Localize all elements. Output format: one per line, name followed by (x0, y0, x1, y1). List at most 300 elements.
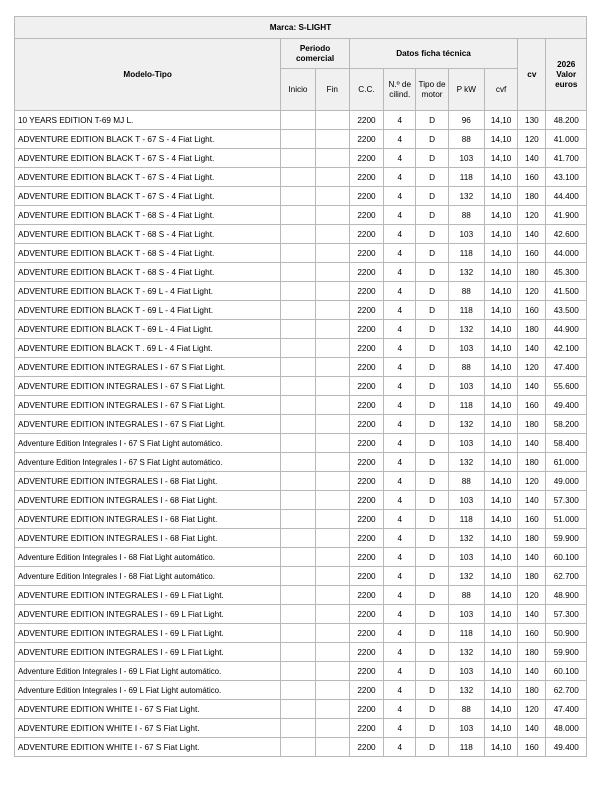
cell-cilind: 4 (384, 206, 416, 225)
cell-inicio (281, 339, 315, 358)
cell-cc: 2200 (349, 320, 383, 339)
cell-valor: 44.400 (546, 187, 587, 206)
cell-modelo: ADVENTURE EDITION BLACK T . 69 L - 4 Fiat Light. (15, 339, 281, 358)
cell-cv: 180 (518, 681, 546, 700)
cell-cilind: 4 (384, 624, 416, 643)
cell-tipo-motor: D (416, 244, 448, 263)
cell-pkw: 103 (448, 662, 484, 681)
cell-pkw: 132 (448, 320, 484, 339)
cell-inicio (281, 586, 315, 605)
cell-cv: 140 (518, 434, 546, 453)
table-row (15, 339, 587, 358)
cell-cvf: 14,10 (484, 339, 517, 358)
cell-cilind: 4 (384, 738, 416, 757)
cell-valor: 48.200 (546, 111, 587, 130)
cell-cilind: 4 (384, 282, 416, 301)
cell-cc: 2200 (349, 624, 383, 643)
table-row (15, 168, 587, 187)
cell-modelo: Adventure Edition Integrales I - 67 S Fiat Light automático. (15, 453, 281, 472)
cell-fin (315, 472, 349, 491)
cell-cv: 180 (518, 643, 546, 662)
cell-cilind: 4 (384, 339, 416, 358)
cell-modelo: ADVENTURE EDITION BLACK T - 68 S - 4 Fiat Light. (15, 206, 281, 225)
cell-fin (315, 548, 349, 567)
table-row (15, 662, 587, 681)
cell-inicio (281, 491, 315, 510)
cell-tipo-motor: D (416, 225, 448, 244)
cell-fin (315, 339, 349, 358)
cell-pkw: 103 (448, 225, 484, 244)
cell-cc: 2200 (349, 282, 383, 301)
cell-pkw: 88 (448, 358, 484, 377)
header-modelo: Modelo-Tipo (15, 39, 281, 111)
cell-valor: 62.700 (546, 681, 587, 700)
cell-inicio (281, 434, 315, 453)
cell-modelo: ADVENTURE EDITION WHITE I - 67 S Fiat Light. (15, 719, 281, 738)
cell-inicio (281, 700, 315, 719)
cell-valor: 41.000 (546, 130, 587, 149)
cell-cc: 2200 (349, 377, 383, 396)
table-row (15, 187, 587, 206)
cell-pkw: 88 (448, 206, 484, 225)
table-row (15, 206, 587, 225)
header-periodo: Periodo comercial (281, 39, 350, 69)
cell-fin (315, 263, 349, 282)
cell-cv: 120 (518, 700, 546, 719)
cell-cvf: 14,10 (484, 263, 517, 282)
cell-modelo: ADVENTURE EDITION BLACK T - 67 S - 4 Fiat Light. (15, 168, 281, 187)
header-cvf: cvf (484, 69, 517, 111)
cell-tipo-motor: D (416, 263, 448, 282)
cell-valor: 57.300 (546, 605, 587, 624)
cell-fin (315, 529, 349, 548)
cell-valor: 60.100 (546, 548, 587, 567)
header-fin: Fin (315, 69, 349, 111)
cell-modelo: ADVENTURE EDITION INTEGRALES I - 67 S Fiat Light. (15, 396, 281, 415)
cell-tipo-motor: D (416, 358, 448, 377)
cell-cvf: 14,10 (484, 377, 517, 396)
cell-cilind: 4 (384, 358, 416, 377)
cell-inicio (281, 548, 315, 567)
cell-fin (315, 662, 349, 681)
cell-valor: 47.400 (546, 358, 587, 377)
cell-inicio (281, 472, 315, 491)
table-row (15, 396, 587, 415)
cell-fin (315, 358, 349, 377)
cell-valor: 55.600 (546, 377, 587, 396)
cell-inicio (281, 130, 315, 149)
cell-cv: 180 (518, 415, 546, 434)
cell-modelo: ADVENTURE EDITION INTEGRALES I - 68 Fiat Light. (15, 491, 281, 510)
cell-fin (315, 149, 349, 168)
cell-valor: 60.100 (546, 662, 587, 681)
cell-pkw: 118 (448, 624, 484, 643)
cell-inicio (281, 681, 315, 700)
cell-cv: 180 (518, 263, 546, 282)
cell-pkw: 103 (448, 434, 484, 453)
cell-valor: 48.000 (546, 719, 587, 738)
cell-inicio (281, 529, 315, 548)
cell-cc: 2200 (349, 548, 383, 567)
cell-cvf: 14,10 (484, 643, 517, 662)
cell-inicio (281, 624, 315, 643)
cell-cv: 180 (518, 567, 546, 586)
cell-cc: 2200 (349, 510, 383, 529)
cell-cilind: 4 (384, 415, 416, 434)
cell-inicio (281, 510, 315, 529)
cell-tipo-motor: D (416, 472, 448, 491)
cell-modelo: ADVENTURE EDITION INTEGRALES I - 69 L Fiat Light. (15, 643, 281, 662)
cell-tipo-motor: D (416, 510, 448, 529)
cell-inicio (281, 320, 315, 339)
cell-valor: 45.300 (546, 263, 587, 282)
cell-inicio (281, 415, 315, 434)
cell-tipo-motor: D (416, 206, 448, 225)
cell-cc: 2200 (349, 149, 383, 168)
cell-cc: 2200 (349, 681, 383, 700)
cell-cilind: 4 (384, 130, 416, 149)
cell-cvf: 14,10 (484, 396, 517, 415)
cell-tipo-motor: D (416, 567, 448, 586)
cell-inicio (281, 263, 315, 282)
cell-inicio (281, 244, 315, 263)
cell-inicio (281, 187, 315, 206)
cell-cilind: 4 (384, 149, 416, 168)
cell-cc: 2200 (349, 586, 383, 605)
cell-tipo-motor: D (416, 719, 448, 738)
cell-modelo: ADVENTURE EDITION INTEGRALES I - 68 Fiat Light. (15, 529, 281, 548)
cell-cv: 160 (518, 396, 546, 415)
cell-cv: 160 (518, 510, 546, 529)
cell-tipo-motor: D (416, 700, 448, 719)
cell-fin (315, 624, 349, 643)
cell-pkw: 132 (448, 681, 484, 700)
table-row (15, 263, 587, 282)
cell-cc: 2200 (349, 111, 383, 130)
cell-pkw: 132 (448, 415, 484, 434)
table-row (15, 453, 587, 472)
cell-modelo: ADVENTURE EDITION BLACK T - 68 S - 4 Fiat Light. (15, 225, 281, 244)
table-row (15, 719, 587, 738)
cell-fin (315, 206, 349, 225)
cell-cvf: 14,10 (484, 491, 517, 510)
cell-cilind: 4 (384, 643, 416, 662)
cell-modelo: ADVENTURE EDITION INTEGRALES I - 67 S Fiat Light. (15, 415, 281, 434)
cell-pkw: 118 (448, 510, 484, 529)
cell-fin (315, 130, 349, 149)
table-row (15, 358, 587, 377)
cell-cv: 140 (518, 149, 546, 168)
cell-cilind: 4 (384, 719, 416, 738)
cell-pkw: 103 (448, 719, 484, 738)
cell-cv: 130 (518, 111, 546, 130)
header-cv: cv (518, 39, 546, 111)
cell-cc: 2200 (349, 415, 383, 434)
cell-cv: 140 (518, 605, 546, 624)
cell-pkw: 132 (448, 567, 484, 586)
cell-cilind: 4 (384, 396, 416, 415)
cell-tipo-motor: D (416, 396, 448, 415)
header-cilind: N.º de cilind. (384, 69, 416, 111)
cell-cilind: 4 (384, 263, 416, 282)
cell-cvf: 14,10 (484, 529, 517, 548)
cell-valor: 61.000 (546, 453, 587, 472)
cell-valor: 41.700 (546, 149, 587, 168)
cell-cv: 140 (518, 719, 546, 738)
cell-inicio (281, 719, 315, 738)
cell-fin (315, 225, 349, 244)
cell-cvf: 14,10 (484, 662, 517, 681)
table-row (15, 377, 587, 396)
cell-tipo-motor: D (416, 548, 448, 567)
cell-inicio (281, 453, 315, 472)
cell-inicio (281, 738, 315, 757)
cell-fin (315, 567, 349, 586)
cell-inicio (281, 396, 315, 415)
cell-fin (315, 434, 349, 453)
cell-modelo: Adventure Edition Integrales I - 68 Fiat Light automático. (15, 567, 281, 586)
cell-pkw: 132 (448, 643, 484, 662)
cell-fin (315, 301, 349, 320)
cell-cc: 2200 (349, 263, 383, 282)
cell-cv: 160 (518, 624, 546, 643)
cell-valor: 41.900 (546, 206, 587, 225)
cell-cc: 2200 (349, 491, 383, 510)
cell-cvf: 14,10 (484, 111, 517, 130)
cell-pkw: 88 (448, 586, 484, 605)
table-row (15, 586, 587, 605)
cell-valor: 57.300 (546, 491, 587, 510)
cell-cvf: 14,10 (484, 605, 517, 624)
cell-inicio (281, 282, 315, 301)
cell-cvf: 14,10 (484, 681, 517, 700)
cell-cv: 120 (518, 472, 546, 491)
cell-cvf: 14,10 (484, 282, 517, 301)
price-table (14, 16, 587, 757)
cell-fin (315, 738, 349, 757)
cell-cilind: 4 (384, 586, 416, 605)
cell-cvf: 14,10 (484, 320, 517, 339)
cell-cv: 120 (518, 206, 546, 225)
cell-cc: 2200 (349, 472, 383, 491)
cell-pkw: 118 (448, 738, 484, 757)
cell-inicio (281, 225, 315, 244)
cell-valor: 51.000 (546, 510, 587, 529)
cell-fin (315, 643, 349, 662)
cell-cilind: 4 (384, 529, 416, 548)
cell-cv: 120 (518, 130, 546, 149)
table-row (15, 225, 587, 244)
cell-cc: 2200 (349, 225, 383, 244)
table-row (15, 700, 587, 719)
cell-pkw: 118 (448, 168, 484, 187)
cell-fin (315, 282, 349, 301)
cell-tipo-motor: D (416, 662, 448, 681)
cell-cc: 2200 (349, 700, 383, 719)
cell-inicio (281, 111, 315, 130)
cell-modelo: ADVENTURE EDITION BLACK T - 68 S - 4 Fiat Light. (15, 263, 281, 282)
cell-modelo: ADVENTURE EDITION WHITE I - 67 S Fiat Light. (15, 738, 281, 757)
cell-fin (315, 320, 349, 339)
cell-tipo-motor: D (416, 491, 448, 510)
cell-tipo-motor: D (416, 320, 448, 339)
cell-pkw: 118 (448, 301, 484, 320)
table-row (15, 605, 587, 624)
cell-cv: 180 (518, 453, 546, 472)
cell-modelo: ADVENTURE EDITION BLACK T - 69 L - 4 Fiat Light. (15, 320, 281, 339)
cell-cv: 140 (518, 491, 546, 510)
table-row (15, 244, 587, 263)
table-row (15, 510, 587, 529)
cell-pkw: 103 (448, 605, 484, 624)
cell-modelo: ADVENTURE EDITION INTEGRALES I - 69 L Fiat Light. (15, 624, 281, 643)
header-valor: 2026 Valor euros (546, 39, 587, 111)
cell-valor: 41.500 (546, 282, 587, 301)
cell-cilind: 4 (384, 605, 416, 624)
cell-valor: 49.400 (546, 738, 587, 757)
cell-tipo-motor: D (416, 149, 448, 168)
cell-cvf: 14,10 (484, 738, 517, 757)
cell-valor: 59.900 (546, 529, 587, 548)
cell-cvf: 14,10 (484, 510, 517, 529)
header-pkw: P kW (448, 69, 484, 111)
cell-modelo: ADVENTURE EDITION INTEGRALES I - 67 S Fiat Light. (15, 358, 281, 377)
cell-cc: 2200 (349, 719, 383, 738)
table-row (15, 681, 587, 700)
cell-tipo-motor: D (416, 453, 448, 472)
cell-modelo: ADVENTURE EDITION BLACK T - 69 L - 4 Fiat Light. (15, 282, 281, 301)
cell-fin (315, 491, 349, 510)
cell-cilind: 4 (384, 434, 416, 453)
cell-valor: 59.900 (546, 643, 587, 662)
cell-pkw: 118 (448, 396, 484, 415)
header-tipo-motor: Tipo de motor (416, 69, 448, 111)
table-row (15, 643, 587, 662)
cell-fin (315, 244, 349, 263)
cell-cv: 120 (518, 358, 546, 377)
cell-cvf: 14,10 (484, 206, 517, 225)
cell-tipo-motor: D (416, 529, 448, 548)
cell-fin (315, 681, 349, 700)
cell-fin (315, 168, 349, 187)
table-row (15, 149, 587, 168)
cell-valor: 50.900 (546, 624, 587, 643)
cell-cvf: 14,10 (484, 149, 517, 168)
cell-fin (315, 453, 349, 472)
cell-cc: 2200 (349, 529, 383, 548)
table-row (15, 738, 587, 757)
cell-valor: 43.100 (546, 168, 587, 187)
cell-fin (315, 605, 349, 624)
cell-modelo: ADVENTURE EDITION INTEGRALES I - 68 Fiat Light. (15, 510, 281, 529)
cell-pkw: 118 (448, 244, 484, 263)
cell-cvf: 14,10 (484, 225, 517, 244)
cell-inicio (281, 149, 315, 168)
cell-cilind: 4 (384, 244, 416, 263)
cell-tipo-motor: D (416, 377, 448, 396)
cell-fin (315, 111, 349, 130)
cell-cv: 160 (518, 301, 546, 320)
cell-tipo-motor: D (416, 738, 448, 757)
cell-modelo: ADVENTURE EDITION BLACK T - 67 S - 4 Fiat Light. (15, 187, 281, 206)
cell-pkw: 88 (448, 130, 484, 149)
cell-valor: 42.600 (546, 225, 587, 244)
cell-cv: 140 (518, 339, 546, 358)
table-row (15, 301, 587, 320)
cell-cv: 160 (518, 168, 546, 187)
cell-pkw: 88 (448, 472, 484, 491)
cell-modelo: Adventure Edition Integrales I - 69 L Fiat Light automático. (15, 681, 281, 700)
cell-pkw: 88 (448, 282, 484, 301)
header-inicio: Inicio (281, 69, 315, 111)
table-row (15, 567, 587, 586)
cell-cc: 2200 (349, 396, 383, 415)
table-row (15, 434, 587, 453)
cell-cilind: 4 (384, 472, 416, 491)
cell-valor: 43.500 (546, 301, 587, 320)
header-datos: Datos ficha técnica (349, 39, 517, 69)
cell-cc: 2200 (349, 339, 383, 358)
cell-tipo-motor: D (416, 111, 448, 130)
cell-tipo-motor: D (416, 643, 448, 662)
cell-valor: 47.400 (546, 700, 587, 719)
cell-modelo: ADVENTURE EDITION BLACK T - 67 S - 4 Fiat Light. (15, 149, 281, 168)
cell-cvf: 14,10 (484, 700, 517, 719)
cell-tipo-motor: D (416, 130, 448, 149)
table-row (15, 491, 587, 510)
cell-modelo: Adventure Edition Integrales I - 67 S Fiat Light automático. (15, 434, 281, 453)
cell-cv: 140 (518, 548, 546, 567)
cell-valor: 44.900 (546, 320, 587, 339)
cell-pkw: 132 (448, 187, 484, 206)
cell-cc: 2200 (349, 567, 383, 586)
cell-cc: 2200 (349, 130, 383, 149)
cell-cvf: 14,10 (484, 358, 517, 377)
cell-cv: 140 (518, 225, 546, 244)
cell-cvf: 14,10 (484, 567, 517, 586)
cell-modelo: Adventure Edition Integrales I - 69 L Fiat Light automático. (15, 662, 281, 681)
cell-pkw: 96 (448, 111, 484, 130)
cell-cc: 2200 (349, 605, 383, 624)
cell-cc: 2200 (349, 301, 383, 320)
cell-fin (315, 187, 349, 206)
table-row (15, 111, 587, 130)
cell-cvf: 14,10 (484, 434, 517, 453)
cell-cc: 2200 (349, 187, 383, 206)
cell-valor: 42.100 (546, 339, 587, 358)
cell-cvf: 14,10 (484, 453, 517, 472)
cell-valor: 44.000 (546, 244, 587, 263)
cell-inicio (281, 358, 315, 377)
cell-cilind: 4 (384, 187, 416, 206)
cell-cvf: 14,10 (484, 244, 517, 263)
cell-cv: 160 (518, 244, 546, 263)
cell-cvf: 14,10 (484, 130, 517, 149)
cell-cilind: 4 (384, 491, 416, 510)
cell-cv: 140 (518, 662, 546, 681)
cell-cvf: 14,10 (484, 187, 517, 206)
cell-tipo-motor: D (416, 605, 448, 624)
table-row (15, 472, 587, 491)
cell-cvf: 14,10 (484, 168, 517, 187)
cell-tipo-motor: D (416, 434, 448, 453)
cell-cilind: 4 (384, 225, 416, 244)
cell-valor: 49.000 (546, 472, 587, 491)
table-row (15, 624, 587, 643)
cell-inicio (281, 662, 315, 681)
table-row (15, 548, 587, 567)
cell-pkw: 103 (448, 377, 484, 396)
